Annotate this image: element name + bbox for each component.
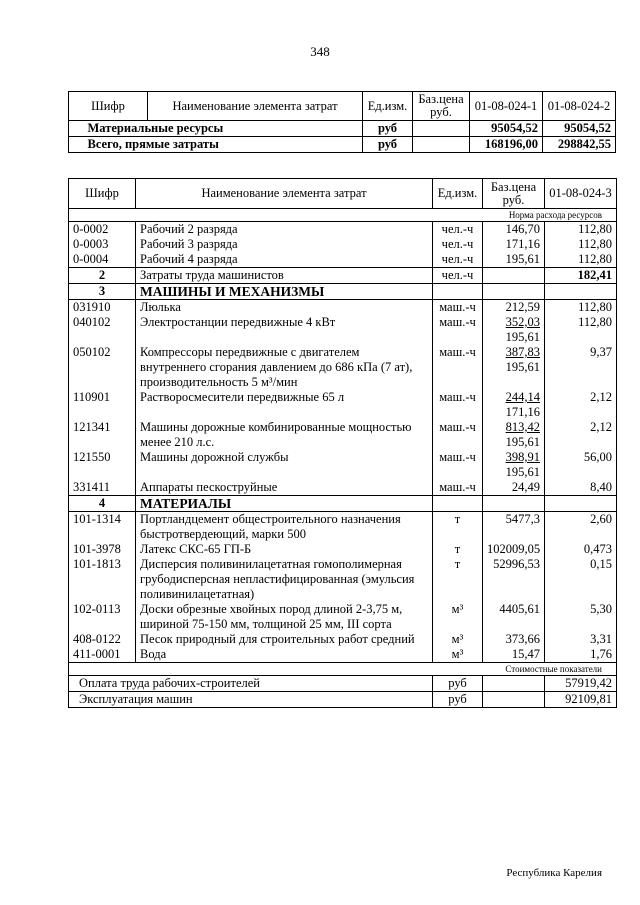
row-unit: т <box>433 512 483 543</box>
table-row <box>69 647 617 663</box>
total-unit: руб <box>433 692 483 708</box>
row-name: Рабочий 2 разряда <box>136 222 433 238</box>
row-code: 050102 <box>69 345 136 390</box>
total-name: Оплата труда рабочих-строителей <box>69 676 433 692</box>
row-value: 1,76 <box>545 647 617 663</box>
price-value: 52996,53 <box>493 557 540 571</box>
price-secondary: 195,61 <box>505 360 540 374</box>
page-number: 348 <box>310 44 330 59</box>
header-price: Баз.цена руб. <box>483 179 545 209</box>
row-code: 101-1314 <box>69 512 136 543</box>
header-unit: Ед.изм. <box>363 92 413 121</box>
table-row <box>69 284 617 300</box>
row-code: 0-0003 <box>69 237 136 252</box>
table-row <box>69 252 617 268</box>
price-value: 4405,61 <box>499 602 540 616</box>
resources-table <box>68 178 617 708</box>
row-unit: м³ <box>433 602 483 632</box>
header-col-3: 01-08-024-3 <box>545 179 617 209</box>
row-code: 110901 <box>69 390 136 420</box>
total-unit: руб <box>433 676 483 692</box>
price-secondary: 195,61 <box>505 465 540 479</box>
row-code: 408-0122 <box>69 632 136 647</box>
row-name: Рабочий 4 разряда <box>136 252 433 268</box>
row-unit: маш.-ч <box>433 450 483 480</box>
table-row <box>69 345 617 390</box>
row-value: 9,37 <box>545 345 617 390</box>
row-name: Портландцемент общестроительного назначения быстротвердеющий, марки 500 <box>136 512 433 543</box>
price-value: 373,66 <box>505 632 540 646</box>
row-value: 56,00 <box>545 450 617 480</box>
row-code: 102-0113 <box>69 602 136 632</box>
row-code: 121550 <box>69 450 136 480</box>
price-value: 15,47 <box>511 647 540 661</box>
row-name: Люлька <box>136 300 433 316</box>
price-value: 146,70 <box>505 222 540 236</box>
row-name: Вода <box>136 647 433 663</box>
row-name: Машины дорожные комбинированные мощностью менее 210 л.с. <box>136 420 433 450</box>
table-row <box>69 632 617 647</box>
table-row <box>69 480 617 496</box>
row-unit: чел.-ч <box>433 252 483 268</box>
price-value: 195,61 <box>505 252 540 266</box>
row-name: Доски обрезные хвойных пород длиной 2-3,75 м, шириной 75-150 мм, толщиной 25 мм, III сорта <box>136 602 433 632</box>
row-name: Песок природный для строительных работ средний <box>136 632 433 647</box>
price-value: 387,83 <box>505 345 540 359</box>
row-unit: т <box>433 542 483 557</box>
summary-table <box>68 91 616 153</box>
row-code: 040102 <box>69 315 136 345</box>
row-price <box>483 512 545 543</box>
row-unit: руб <box>363 137 413 153</box>
row-price <box>483 450 545 480</box>
row-name: Латекс СКС-65 ГП-Б <box>136 542 433 557</box>
row-price <box>413 121 470 137</box>
price-value: 5477,3 <box>505 512 540 526</box>
header-col-2: 01-08-024-2 <box>543 92 616 121</box>
price-secondary: 195,61 <box>505 435 540 449</box>
row-code: 411-0001 <box>69 647 136 663</box>
price-value: 171,16 <box>505 237 540 251</box>
row-unit: маш.-ч <box>433 390 483 420</box>
row-unit: чел.-ч <box>433 222 483 238</box>
price-secondary: 195,61 <box>505 330 540 344</box>
table-row <box>69 222 617 238</box>
row-name: Компрессоры передвижные с двигателем внутреннего сгорания давлением до 686 кПа (7 ат), производительность 5 м³/мин <box>136 345 433 390</box>
row-value-1: 168196,00 <box>470 137 543 153</box>
norm-subheader: Норма расхода ресурсов <box>69 209 617 222</box>
row-value <box>545 284 617 300</box>
table-row <box>69 237 617 252</box>
header-code: Шифр <box>69 179 136 209</box>
header-code: Шифр <box>69 92 148 121</box>
row-value: 0,473 <box>545 542 617 557</box>
row-unit: руб <box>363 121 413 137</box>
total-row <box>69 676 617 692</box>
price-value: 212,59 <box>505 300 540 314</box>
row-value: 2,12 <box>545 390 617 420</box>
row-price <box>483 420 545 450</box>
row-value: 3,31 <box>545 632 617 647</box>
row-value-1: 95054,52 <box>470 121 543 137</box>
header-name: Наименование элемента затрат <box>148 92 363 121</box>
row-price <box>483 300 545 316</box>
row-code: 2 <box>69 268 136 284</box>
row-code: 121341 <box>69 420 136 450</box>
row-name: Затраты труда машинистов <box>136 268 433 284</box>
row-name: МАТЕРИАЛЫ <box>136 496 433 512</box>
table-row <box>69 390 617 420</box>
table-row <box>69 315 617 345</box>
row-unit: м³ <box>433 647 483 663</box>
row-value: 2,60 <box>545 512 617 543</box>
row-name: Машины дорожной службы <box>136 450 433 480</box>
row-name: МАШИНЫ И МЕХАНИЗМЫ <box>136 284 433 300</box>
row-price <box>483 390 545 420</box>
row-unit: м³ <box>433 632 483 647</box>
row-unit: чел.-ч <box>433 237 483 252</box>
table-row <box>69 121 616 137</box>
row-name: Растворосмесители передвижные 65 л <box>136 390 433 420</box>
row-value: 112,80 <box>545 300 617 316</box>
footer-region: Республика Карелия <box>506 867 602 879</box>
header-col-1: 01-08-024-1 <box>470 92 543 121</box>
row-unit: т <box>433 557 483 602</box>
table-row <box>69 602 617 632</box>
row-price <box>483 268 545 284</box>
row-unit: маш.-ч <box>433 480 483 496</box>
row-code: 031910 <box>69 300 136 316</box>
table-row <box>69 300 617 316</box>
row-unit: маш.-ч <box>433 345 483 390</box>
table-row <box>69 420 617 450</box>
header-unit: Ед.изм. <box>433 179 483 209</box>
row-value: 182,41 <box>545 268 617 284</box>
row-unit <box>433 496 483 512</box>
row-code: 331411 <box>69 480 136 496</box>
row-unit: маш.-ч <box>433 300 483 316</box>
row-value: 2,12 <box>545 420 617 450</box>
row-value <box>545 496 617 512</box>
row-unit: маш.-ч <box>433 315 483 345</box>
price-value: 102009,05 <box>487 542 541 556</box>
price-value: 352,03 <box>505 315 540 329</box>
row-code: 101-3978 <box>69 542 136 557</box>
price-value: 24,49 <box>511 480 540 494</box>
row-name: Дисперсия поливинилацетатная гомополимерная грубодисперсная непластифицированная (эмульсия поливинилацетатная) <box>136 557 433 602</box>
row-price <box>483 284 545 300</box>
row-price <box>483 252 545 268</box>
row-value: 0,15 <box>545 557 617 602</box>
row-name: Рабочий 3 разряда <box>136 237 433 252</box>
row-unit: чел.-ч <box>433 268 483 284</box>
resources-body <box>69 222 617 663</box>
row-name: Электростанции передвижные 4 кВт <box>136 315 433 345</box>
header-name: Наименование элемента затрат <box>136 179 433 209</box>
header-price: Баз.цена руб. <box>413 92 470 121</box>
row-value: 112,80 <box>545 252 617 268</box>
table-row <box>69 496 617 512</box>
row-value: 112,80 <box>545 222 617 238</box>
price-value: 813,42 <box>505 420 540 434</box>
row-value: 112,80 <box>545 237 617 252</box>
price-value: 244,14 <box>505 390 540 404</box>
row-price <box>483 602 545 632</box>
total-row <box>69 692 617 708</box>
row-price <box>483 632 545 647</box>
row-name: Материальные ресурсы <box>87 121 224 135</box>
table-row <box>69 137 616 153</box>
row-value-2: 95054,52 <box>543 121 616 137</box>
row-value: 8,40 <box>545 480 617 496</box>
row-value: 5,30 <box>545 602 617 632</box>
row-price <box>483 480 545 496</box>
row-code: 101-1813 <box>69 557 136 602</box>
row-code: 3 <box>69 284 136 300</box>
row-code: 0-0004 <box>69 252 136 268</box>
price-secondary: 171,16 <box>505 405 540 419</box>
cost-subheader: Стоимостные показатели <box>69 663 617 676</box>
row-unit <box>433 284 483 300</box>
row-price <box>483 315 545 345</box>
row-price <box>483 345 545 390</box>
row-price <box>483 647 545 663</box>
row-name: Всего, прямые затраты <box>87 137 219 151</box>
table-row <box>69 268 617 284</box>
row-price <box>483 237 545 252</box>
row-price <box>483 542 545 557</box>
row-value-2: 298842,55 <box>543 137 616 153</box>
table-row <box>69 450 617 480</box>
row-price <box>413 137 470 153</box>
table-row <box>69 557 617 602</box>
row-code: 0-0002 <box>69 222 136 238</box>
table-row <box>69 512 617 543</box>
row-price <box>483 496 545 512</box>
row-unit: маш.-ч <box>433 420 483 450</box>
row-value: 112,80 <box>545 315 617 345</box>
total-name: Эксплуатация машин <box>69 692 433 708</box>
row-name: Аппараты пескоструйные <box>136 480 433 496</box>
row-price <box>483 557 545 602</box>
row-code: 4 <box>69 496 136 512</box>
price-value: 398,91 <box>505 450 540 464</box>
table-row <box>69 542 617 557</box>
total-value: 57919,42 <box>545 676 617 692</box>
row-price <box>483 222 545 238</box>
total-value: 92109,81 <box>545 692 617 708</box>
